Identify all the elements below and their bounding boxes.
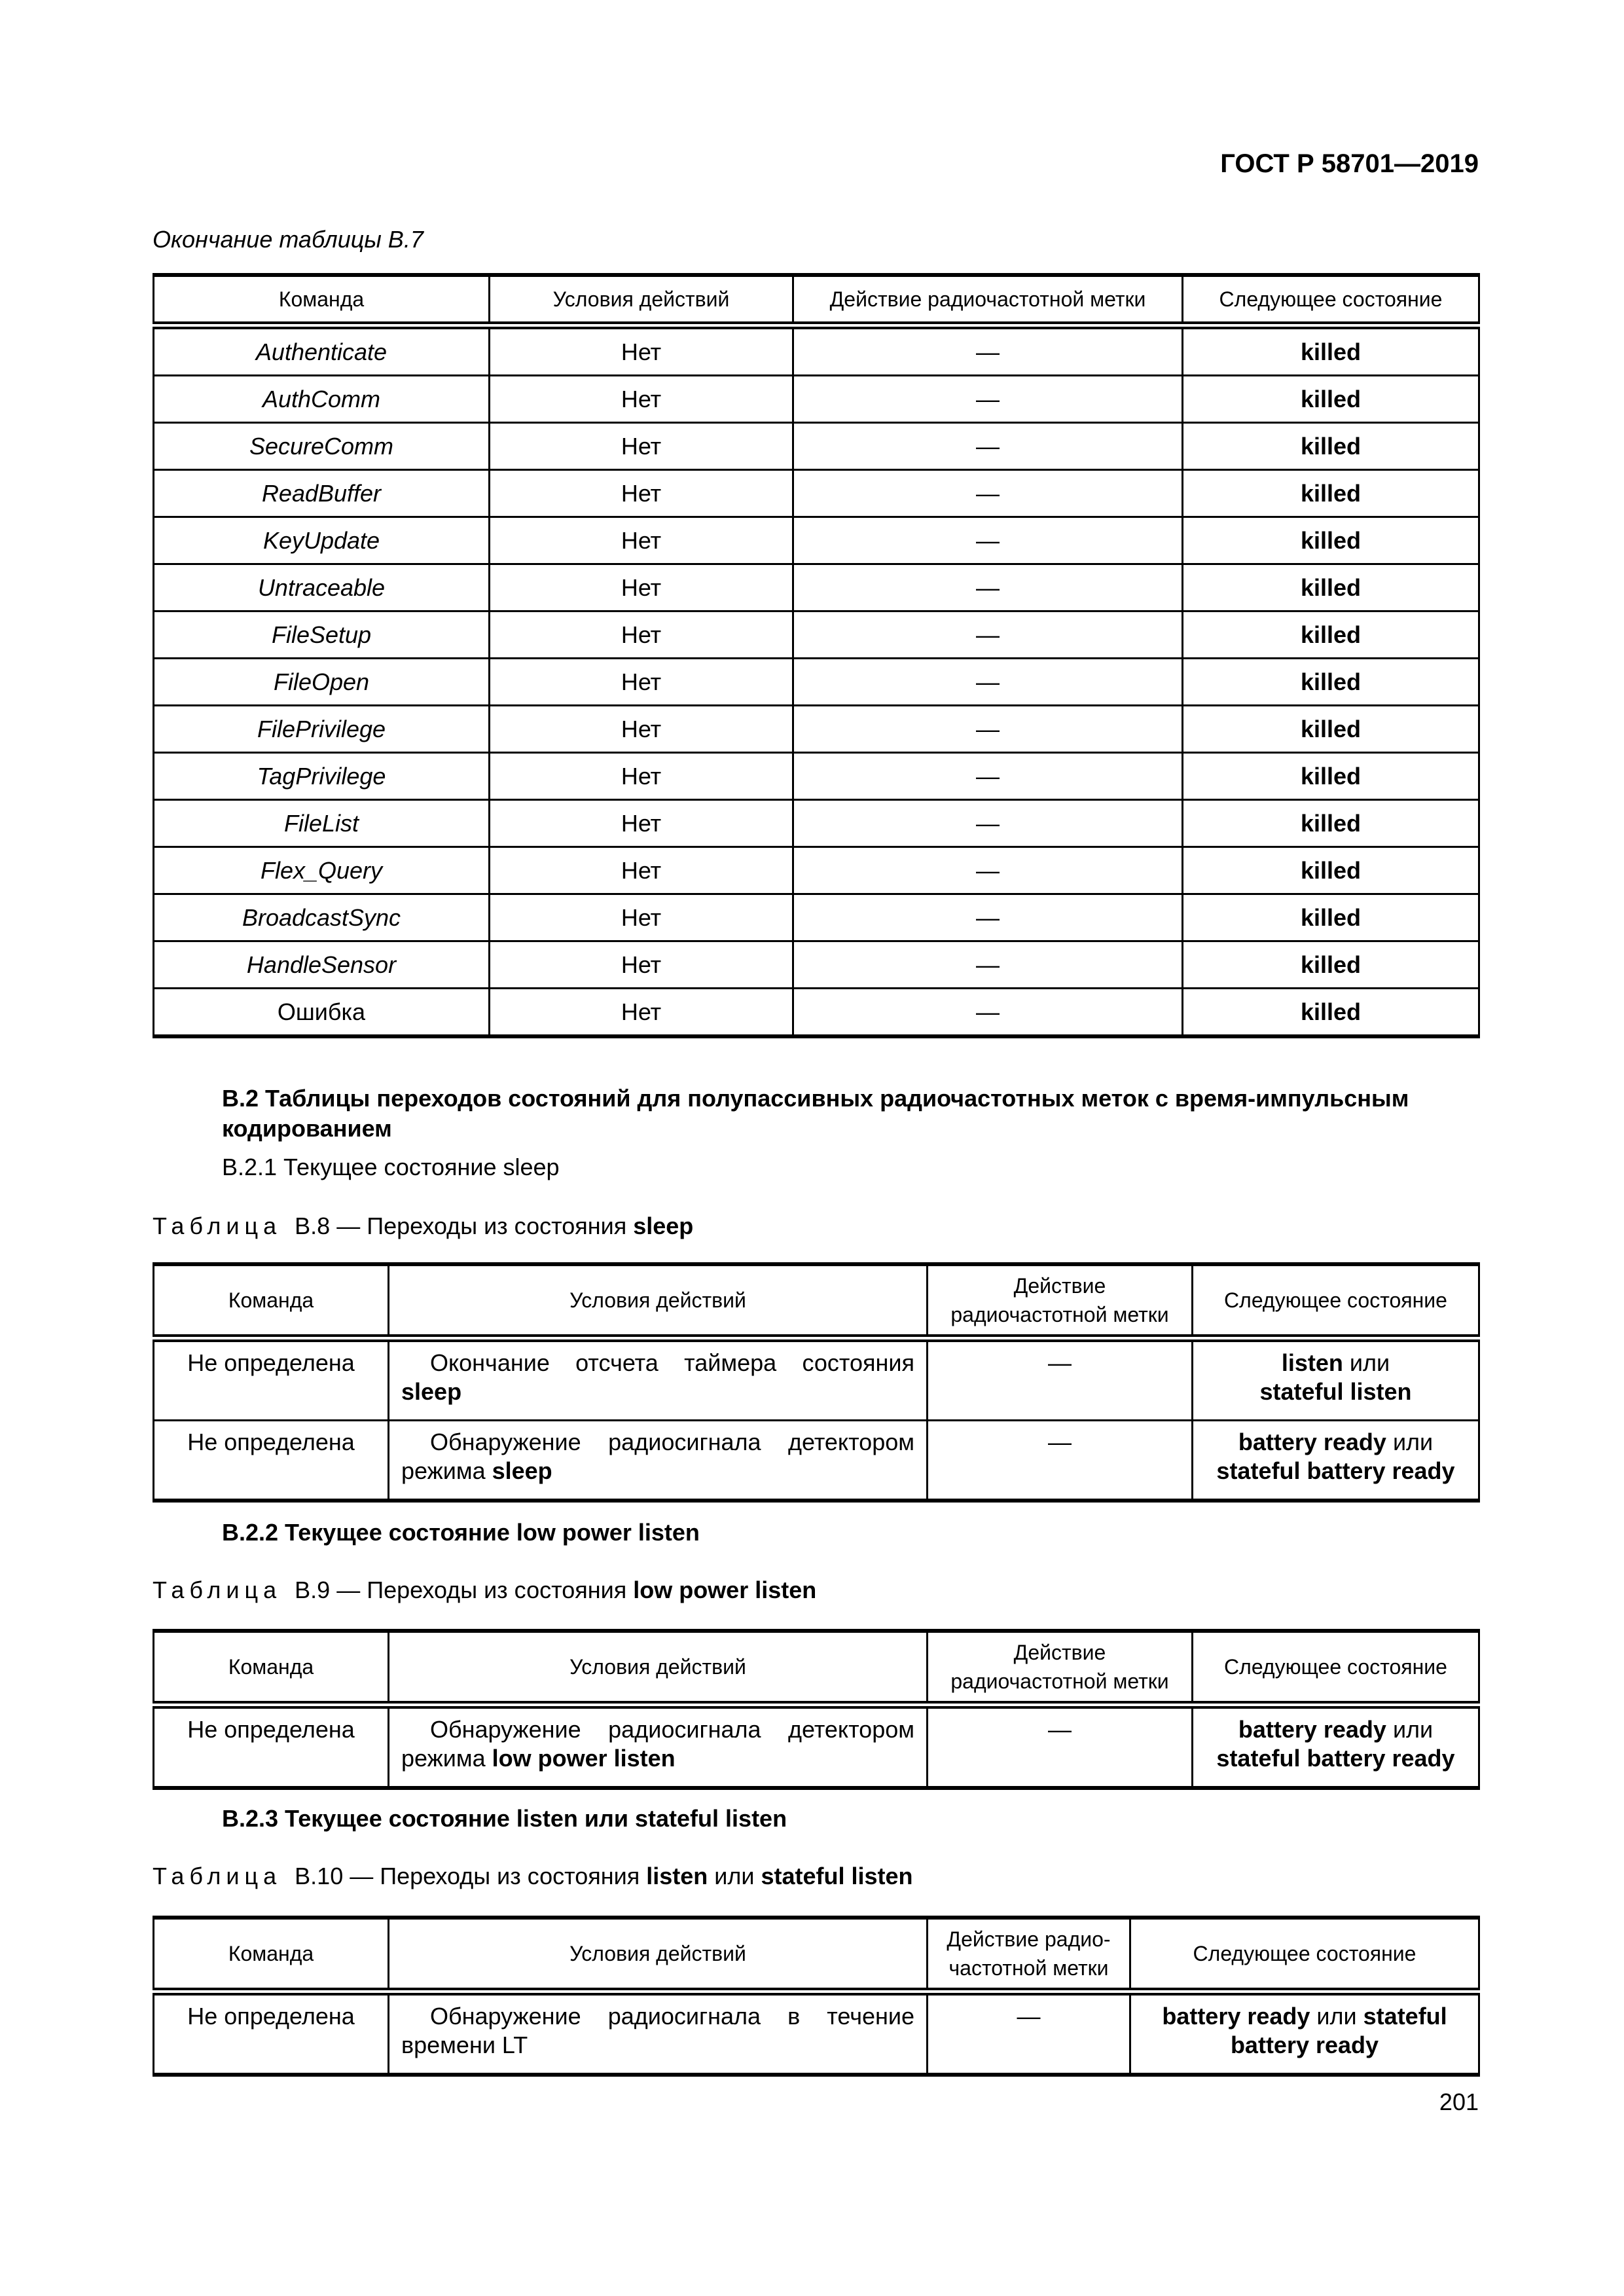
table-row	[154, 376, 1479, 423]
section-heading-b22: В.2.2 Текущее состояние low power listen	[222, 1519, 700, 1546]
cell-condition: Нет	[490, 989, 793, 1037]
cell-command: FilePrivilege	[154, 706, 490, 753]
page-number: 201	[1439, 2088, 1479, 2115]
cell-command: AuthComm	[154, 376, 490, 423]
cell-next-state: killed	[1183, 423, 1479, 470]
cell-command: Untraceable	[154, 564, 490, 611]
cell-next-state: killed	[1183, 894, 1479, 941]
document-id: ГОСТ Р 58701—2019	[1220, 149, 1479, 178]
cell-next-state: killed	[1183, 800, 1479, 847]
table-row	[154, 1992, 1479, 2075]
cell-command: FileList	[154, 800, 490, 847]
cell-command: Authenticate	[154, 325, 490, 376]
cell-command: ReadBuffer	[154, 470, 490, 517]
cell-command: Не определена	[154, 1992, 389, 2075]
cell-condition: Окончание отсчета таймера состояния sleep	[389, 1338, 928, 1421]
cell-command: FileOpen	[154, 659, 490, 706]
cell-action: —	[793, 611, 1183, 659]
cell-next-state: battery ready или stateful battery ready	[1130, 1992, 1479, 2075]
table-row	[154, 1421, 1479, 1501]
column-header: Следующее состояние	[1193, 1264, 1479, 1338]
cell-command: KeyUpdate	[154, 517, 490, 564]
cell-next-state: battery ready или stateful battery ready	[1193, 1705, 1479, 1788]
table-caption-b9: Таблица В.9 — Переходы из состояния low power listen	[153, 1576, 817, 1603]
cell-next-state: listen или stateful listen	[1193, 1338, 1479, 1421]
column-header: Действие радиочастотной метки	[928, 1631, 1193, 1705]
cell-condition: Нет	[490, 894, 793, 941]
cell-condition: Нет	[490, 517, 793, 564]
cell-action: —	[793, 564, 1183, 611]
cell-next-state: killed	[1183, 753, 1479, 800]
table-header-row	[154, 1631, 1479, 1705]
cell-next-state: killed	[1183, 325, 1479, 376]
cell-next-state: killed	[1183, 517, 1479, 564]
table-row	[154, 847, 1479, 894]
cell-command: Ошибка	[154, 989, 490, 1037]
column-header: Условия действий	[389, 1264, 928, 1338]
cell-command: BroadcastSync	[154, 894, 490, 941]
section-heading-b2: В.2 Таблицы переходов состояний для полупассивных радиочастотных меток с время-импульсным кодированием	[222, 1085, 1409, 1142]
cell-next-state: killed	[1183, 941, 1479, 989]
subsection-b21: В.2.1 Текущее состояние sleep	[222, 1154, 560, 1180]
cell-next-state: killed	[1183, 376, 1479, 423]
column-header: Действие радио-частотной метки	[928, 1918, 1130, 1992]
cell-action: —	[793, 941, 1183, 989]
cell-condition: Нет	[490, 753, 793, 800]
column-header: Следующее состояние	[1193, 1631, 1479, 1705]
cell-action: —	[793, 517, 1183, 564]
cell-action: —	[793, 423, 1183, 470]
column-header: Команда	[154, 1631, 389, 1705]
cell-action: —	[793, 894, 1183, 941]
column-header: Команда	[154, 1264, 389, 1338]
table-row	[154, 564, 1479, 611]
table-row	[154, 941, 1479, 989]
table-header-row	[154, 1918, 1479, 1992]
cell-command: SecureComm	[154, 423, 490, 470]
table-caption-b10: Таблица В.10 — Переходы из состояния listen или stateful listen	[153, 1863, 913, 1889]
column-header: Команда	[154, 1918, 389, 1992]
table-row	[154, 423, 1479, 470]
column-header: Действие радиочастотной метки	[928, 1264, 1193, 1338]
cell-condition: Нет	[490, 423, 793, 470]
table-row	[154, 611, 1479, 659]
cell-condition: Нет	[490, 847, 793, 894]
table-header-row	[154, 275, 1479, 325]
table-continuation-caption: Окончание таблицы В.7	[153, 226, 424, 253]
column-header: Действие радиочастотной метки	[793, 275, 1183, 325]
cell-condition: Обнаружение радиосигнала детектором режима low power listen	[389, 1705, 928, 1788]
cell-condition: Нет	[490, 470, 793, 517]
column-header: Условия действий	[389, 1918, 928, 1992]
column-header: Следующее состояние	[1183, 275, 1479, 325]
cell-condition: Обнаружение радиосигнала в течение времени LT	[389, 1992, 928, 2075]
cell-condition: Нет	[490, 800, 793, 847]
column-header: Следующее состояние	[1130, 1918, 1479, 1992]
cell-action: —	[793, 989, 1183, 1037]
cell-command: Не определена	[154, 1705, 389, 1788]
section-heading-b23: В.2.3 Текущее состояние listen или stateful listen	[222, 1805, 787, 1832]
cell-next-state: battery ready или stateful battery ready	[1193, 1421, 1479, 1501]
table-caption-b8: Таблица В.8 — Переходы из состояния sleep	[153, 1212, 694, 1239]
cell-condition: Нет	[490, 941, 793, 989]
cell-action: —	[793, 753, 1183, 800]
cell-condition: Нет	[490, 564, 793, 611]
cell-next-state: killed	[1183, 611, 1479, 659]
cell-condition: Нет	[490, 325, 793, 376]
cell-next-state: killed	[1183, 564, 1479, 611]
cell-next-state: killed	[1183, 706, 1479, 753]
cell-command: TagPrivilege	[154, 753, 490, 800]
table-row	[154, 800, 1479, 847]
cell-action: —	[793, 800, 1183, 847]
table-row	[154, 894, 1479, 941]
table-row	[154, 470, 1479, 517]
cell-next-state: killed	[1183, 989, 1479, 1037]
cell-condition: Нет	[490, 659, 793, 706]
cell-action: —	[793, 659, 1183, 706]
column-header: Условия действий	[389, 1631, 928, 1705]
cell-command: Flex_Query	[154, 847, 490, 894]
column-header: Команда	[154, 275, 490, 325]
cell-command: Не определена	[154, 1338, 389, 1421]
table-row	[154, 1338, 1479, 1421]
cell-next-state: killed	[1183, 470, 1479, 517]
cell-command: HandleSensor	[154, 941, 490, 989]
cell-condition: Обнаружение радиосигнала детектором режима sleep	[389, 1421, 928, 1501]
cell-action: —	[793, 470, 1183, 517]
cell-action: —	[928, 1338, 1193, 1421]
table-row	[154, 325, 1479, 376]
cell-action: —	[793, 325, 1183, 376]
column-header: Условия действий	[490, 275, 793, 325]
cell-next-state: killed	[1183, 847, 1479, 894]
table-b8	[153, 1262, 1480, 1503]
table-b7	[153, 273, 1480, 1038]
cell-condition: Нет	[490, 706, 793, 753]
cell-action: —	[793, 706, 1183, 753]
cell-command: Не определена	[154, 1421, 389, 1501]
cell-action: —	[928, 1705, 1193, 1788]
table-row	[154, 706, 1479, 753]
cell-action: —	[793, 376, 1183, 423]
cell-condition: Нет	[490, 611, 793, 659]
table-row	[154, 659, 1479, 706]
cell-next-state: killed	[1183, 659, 1479, 706]
table-row	[154, 753, 1479, 800]
table-row	[154, 989, 1479, 1037]
cell-condition: Нет	[490, 376, 793, 423]
cell-command: FileSetup	[154, 611, 490, 659]
table-b10	[153, 1916, 1480, 2077]
table-b9	[153, 1629, 1480, 1790]
table-row	[154, 1705, 1479, 1788]
table-row	[154, 517, 1479, 564]
cell-action: —	[928, 1421, 1193, 1501]
cell-action: —	[928, 1992, 1130, 2075]
cell-action: —	[793, 847, 1183, 894]
table-header-row	[154, 1264, 1479, 1338]
